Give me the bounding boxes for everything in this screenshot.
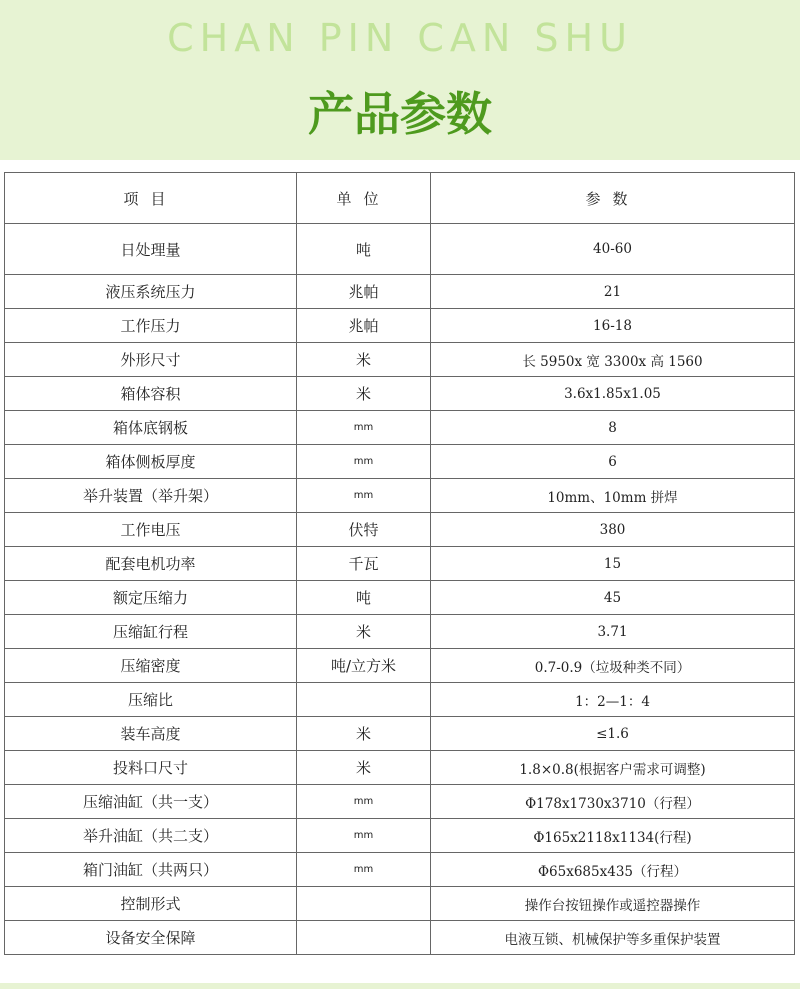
row-item: 额定压缩力 — [5, 581, 297, 615]
row-item: 装车高度 — [5, 717, 297, 751]
table-row — [5, 751, 795, 785]
table-row — [5, 479, 795, 513]
table-row — [5, 785, 795, 819]
row-value: 10mm、10mm 拼焊 — [431, 479, 795, 513]
table-row — [5, 275, 795, 309]
row-value: 45 — [431, 581, 795, 615]
row-value: 操作台按钮操作或遥控器操作 — [431, 887, 795, 921]
table-row — [5, 377, 795, 411]
row-unit — [297, 887, 431, 921]
row-item: 配套电机功率 — [5, 547, 297, 581]
row-value: Φ178x1730x3710（行程） — [431, 785, 795, 819]
table-row — [5, 343, 795, 377]
row-value: 8 — [431, 411, 795, 445]
row-unit: 吨 — [297, 581, 431, 615]
row-item: 箱体容积 — [5, 377, 297, 411]
row-value: 21 — [431, 275, 795, 309]
row-item: 工作电压 — [5, 513, 297, 547]
spec-table-container — [4, 172, 794, 955]
row-item: 压缩密度 — [5, 649, 297, 683]
row-unit: 米 — [297, 615, 431, 649]
row-unit: mm — [297, 411, 431, 445]
row-item: 液压系统压力 — [5, 275, 297, 309]
row-unit: 伏特 — [297, 513, 431, 547]
row-item: 箱体侧板厚度 — [5, 445, 297, 479]
row-unit: 米 — [297, 343, 431, 377]
table-row — [5, 411, 795, 445]
row-unit: 兆帕 — [297, 309, 431, 343]
row-item: 压缩油缸（共一支） — [5, 785, 297, 819]
header-item: 项目 — [5, 173, 297, 224]
row-value: 3.6x1.85x1.05 — [431, 377, 795, 411]
row-item: 举升装置（举升架） — [5, 479, 297, 513]
header-unit: 单位 — [297, 173, 431, 224]
row-unit: mm — [297, 445, 431, 479]
row-unit: mm — [297, 479, 431, 513]
row-item: 箱体底钢板 — [5, 411, 297, 445]
table-row — [5, 224, 795, 275]
row-item: 设备安全保障 — [5, 921, 297, 955]
row-item: 压缩缸行程 — [5, 615, 297, 649]
page-title: 产品参数 — [308, 87, 492, 141]
row-unit: mm — [297, 785, 431, 819]
table-row — [5, 683, 795, 717]
row-item: 工作压力 — [5, 309, 297, 343]
row-value: 1.8×0.8(根据客户需求可调整) — [431, 751, 795, 785]
row-item: 举升油缸（共二支） — [5, 819, 297, 853]
row-value: 电液互锁、机械保护等多重保护装置 — [431, 921, 795, 955]
table-row — [5, 887, 795, 921]
table-row — [5, 547, 795, 581]
row-unit: mm — [297, 819, 431, 853]
table-row — [5, 513, 795, 547]
header-value: 参数 — [431, 173, 795, 224]
row-unit: 米 — [297, 751, 431, 785]
row-item: 箱门油缸（共两只） — [5, 853, 297, 887]
table-row — [5, 615, 795, 649]
row-item: 外形尺寸 — [5, 343, 297, 377]
row-item: 控制形式 — [5, 887, 297, 921]
table-header-row — [5, 173, 795, 224]
row-item: 投料口尺寸 — [5, 751, 297, 785]
row-unit: 千瓦 — [297, 547, 431, 581]
footer-strip — [0, 983, 800, 989]
row-value: Φ165x2118x1134(行程) — [431, 819, 795, 853]
table-row — [5, 853, 795, 887]
table-row — [5, 649, 795, 683]
row-unit — [297, 683, 431, 717]
row-value: 长 5950x 宽 3300x 高 1560 — [431, 343, 795, 377]
row-item: 日处理量 — [5, 224, 297, 275]
row-value: 380 — [431, 513, 795, 547]
row-value: 1：2—1：4 — [431, 683, 795, 717]
table-row — [5, 717, 795, 751]
row-unit: 米 — [297, 377, 431, 411]
row-value: 3.71 — [431, 615, 795, 649]
row-unit: 米 — [297, 717, 431, 751]
table-row — [5, 581, 795, 615]
pinyin-heading: CHAN PIN CAN SHU — [167, 16, 633, 60]
row-value: ≤1.6 — [431, 717, 795, 751]
table-row — [5, 445, 795, 479]
table-row — [5, 819, 795, 853]
row-value: 0.7-0.9（垃圾种类不同） — [431, 649, 795, 683]
row-unit — [297, 921, 431, 955]
row-value: 16-18 — [431, 309, 795, 343]
row-unit: 吨/立方米 — [297, 649, 431, 683]
row-item: 压缩比 — [5, 683, 297, 717]
row-value: 40-60 — [431, 224, 795, 275]
table-row — [5, 309, 795, 343]
row-value: 15 — [431, 547, 795, 581]
row-value: Φ65x685x435（行程） — [431, 853, 795, 887]
row-value: 6 — [431, 445, 795, 479]
table-row — [5, 921, 795, 955]
row-unit: mm — [297, 853, 431, 887]
header-banner — [0, 0, 800, 160]
row-unit: 吨 — [297, 224, 431, 275]
row-unit: 兆帕 — [297, 275, 431, 309]
spec-table — [4, 172, 795, 955]
